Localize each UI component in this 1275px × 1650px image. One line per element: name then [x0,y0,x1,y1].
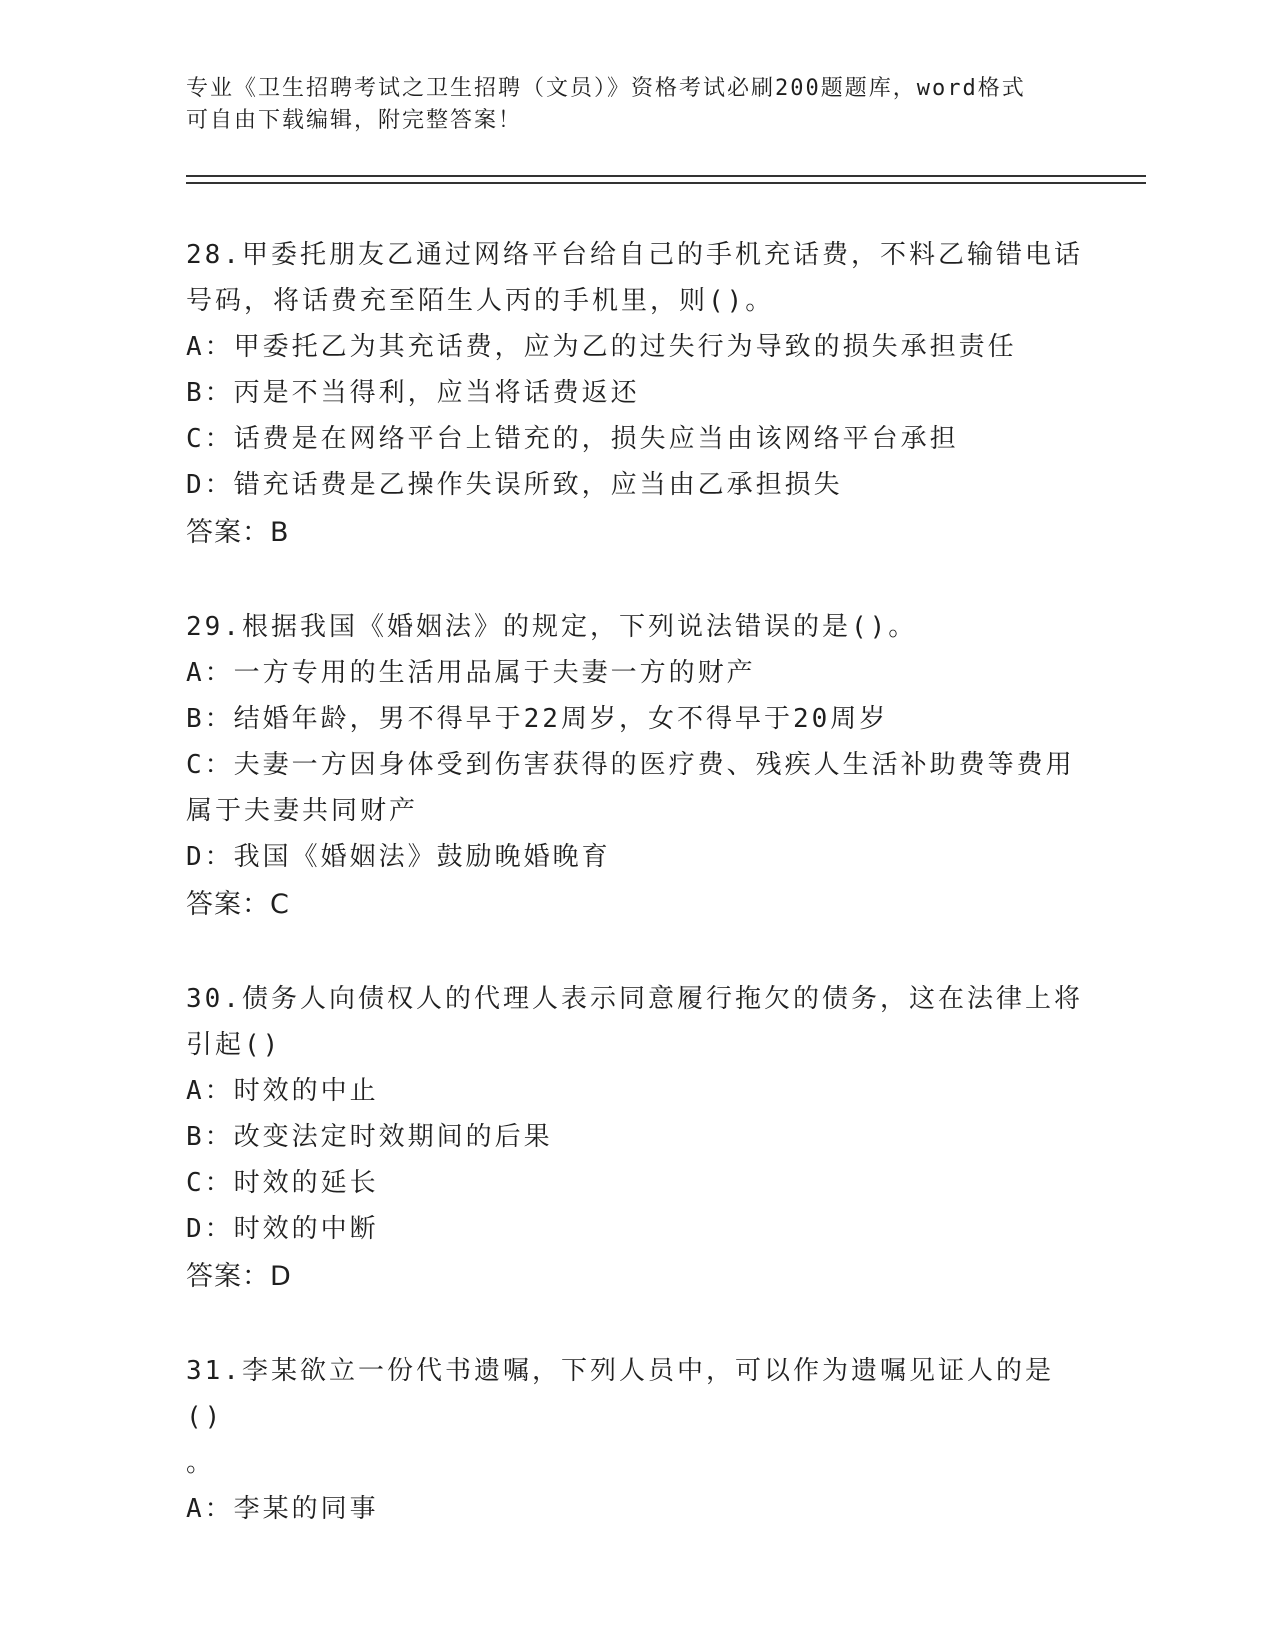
question-stem-line: 29.根据我国《婚姻法》的规定，下列说法错误的是()。 [186,612,918,642]
question-stem-line: 号码，将话费充至陌生人丙的手机里，则()。 [186,286,775,316]
option-d: D：时效的中断 [186,1214,379,1244]
question-stem-line: 引起() [186,1030,282,1060]
question-30 [186,976,1086,1300]
option-a: A：甲委托乙为其充话费，应为乙的过失行为导致的损失承担责任 [186,332,1017,362]
question-stem-line: 28.甲委托朋友乙通过网络平台给自己的手机充话费，不料乙输错电话 [186,240,1083,270]
document-header [186,73,1066,137]
header-line-2: 可自由下载编辑，附完整答案！ [186,108,523,133]
option-c: C：话费是在网络平台上错充的，损失应当由该网络平台承担 [186,424,959,454]
option-c: C：时效的延长 [186,1168,379,1198]
option-a: A：一方专用的生活用品属于夫妻一方的财产 [186,658,756,688]
option-a: A：时效的中止 [186,1076,379,1106]
option-b: B：丙是不当得利，应当将话费返还 [186,378,640,408]
option-c-continued: 属于夫妻共同财产 [186,796,419,826]
answer-line: 答案：C [186,889,290,920]
option-d: D：我国《婚姻法》鼓励晚婚晚育 [186,842,611,872]
answer-line: 答案：B [186,517,290,548]
question-28 [186,232,1086,556]
option-a: A：李某的同事 [186,1494,379,1524]
option-b: B：改变法定时效期间的后果 [186,1122,553,1152]
header-divider-bottom [186,182,1146,184]
question-stem-line: 31.李某欲立一份代书遗嘱，下列人员中，可以作为遗嘱见证人的是() [186,1356,1054,1432]
question-29 [186,604,1086,928]
option-c: C：夫妻一方因身体受到伤害获得的医疗费、残疾人生活补助费等费用 [186,750,1075,780]
question-31 [186,1348,1086,1532]
option-b: B：结婚年龄，男不得早于22周岁，女不得早于20周岁 [186,704,889,734]
question-stem-line: 30.债务人向债权人的代理人表示同意履行拖欠的债务，这在法律上将 [186,984,1083,1014]
option-d: D：错充话费是乙操作失误所致，应当由乙承担损失 [186,470,843,500]
header-line-1: 专业《卫生招聘考试之卫生招聘（文员）》资格考试必刷200题题库，word格式 [186,76,1026,101]
answer-line: 答案：D [186,1261,292,1292]
header-divider-top [186,175,1146,177]
question-stem-line: 。 [186,1448,216,1478]
question-list [186,232,1086,1580]
